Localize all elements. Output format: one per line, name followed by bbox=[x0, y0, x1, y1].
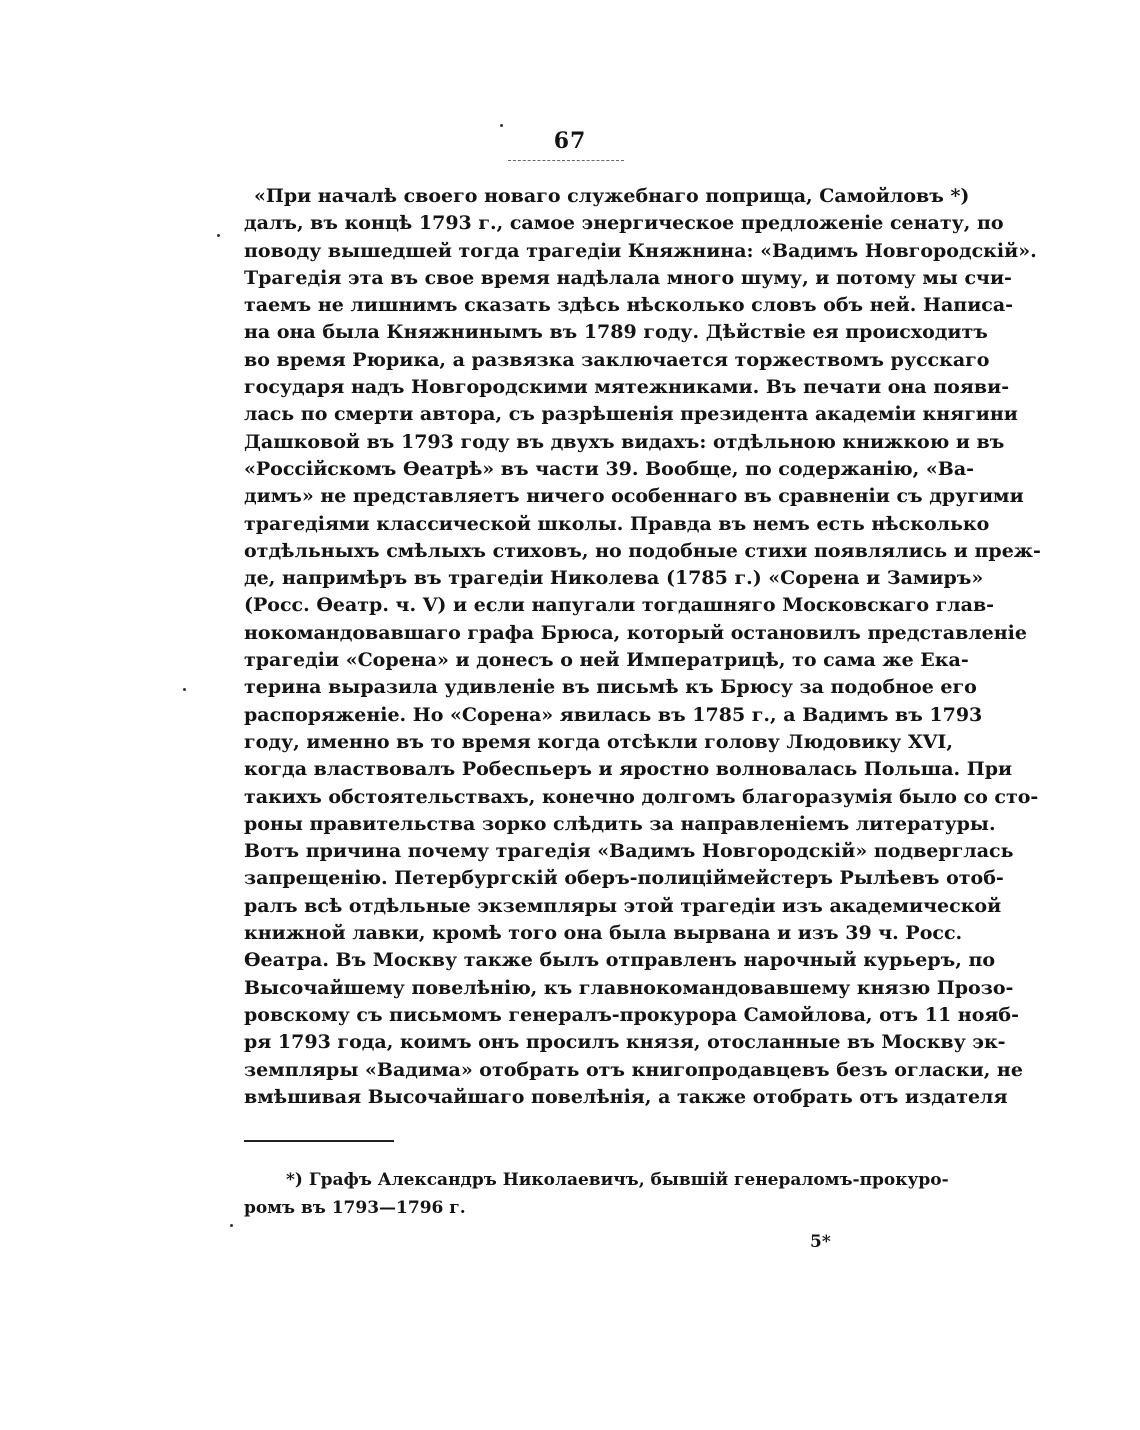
body-text bbox=[244, 183, 1041, 1111]
text-line: ря 1793 года, коимъ онъ просилъ князя, отосланные въ Москву эк- bbox=[244, 1031, 1006, 1054]
text-line: ровскому съ письмомъ генералъ-прокурора Самойлова, отъ 11 нояб- bbox=[244, 1003, 1019, 1026]
footnote-line: *) Графъ Александръ Николаевичъ, бывшій генераломъ-прокуро- bbox=[286, 1170, 949, 1190]
text-line: когда властвовалъ Робеспьеръ и яростно волновалась Польша. При bbox=[244, 758, 1013, 781]
footnote-rule bbox=[244, 1140, 394, 1142]
footnote-line: ромъ въ 1793—1796 г. bbox=[244, 1198, 466, 1218]
text-line: лась по смерти автора, съ разрѣшенія президента академіи княгини bbox=[244, 403, 1018, 426]
text-line: нокомандовавшаго графа Брюса, который остановилъ представленіе bbox=[244, 621, 1027, 644]
text-line: де, напримѣръ въ трагедіи Николева (1785 г.) «Сорена и Замиръ» bbox=[244, 567, 984, 590]
text-line: государя надъ Новгородскими мятежниками. Въ печати она появи- bbox=[244, 376, 1010, 399]
text-line: отдѣльныхъ смѣлыхъ стиховъ, но подобные стихи появлялись и преж- bbox=[244, 539, 1041, 562]
text-line: «Россійскомъ Ѳеатрѣ» въ части 39. Вообще, по содержанію, «Ва- bbox=[244, 457, 975, 480]
page-number-rule bbox=[508, 160, 624, 161]
text-line: распоряженіе. Но «Сорена» явилась въ 1785 г., а Вадимъ въ 1793 bbox=[244, 703, 983, 726]
text-line: терина выразила удивленіе въ письмѣ къ Брюсу за подобное его bbox=[244, 676, 977, 699]
text-line: димъ» не представляетъ ничего особеннаго въ сравненіи съ другими bbox=[244, 485, 1024, 508]
text-line: роны правительства зорко слѣдить за направленіемъ литературы. bbox=[244, 812, 996, 835]
text-line: трагедіями классической школы. Правда въ немъ есть нѣсколько bbox=[244, 512, 990, 535]
text-line: таемъ не лишнимъ сказать здѣсь нѣсколько словъ объ ней. Написа- bbox=[244, 294, 1014, 317]
footnote bbox=[244, 1166, 949, 1222]
scan-speck bbox=[500, 124, 503, 127]
text-line: Высочайшему повелѣнію, къ главнокомандовавшему князю Прозо- bbox=[244, 976, 1014, 999]
text-line: «При началѣ своего новаго служебнаго поприща, Самойловъ *) bbox=[254, 185, 970, 207]
text-line: запрещенію. Петербургскій оберъ-полиціймейстеръ Рылѣевъ отоб- bbox=[244, 867, 1004, 890]
text-line: книжной лавки, кромѣ того она была вырвана и изъ 39 ч. Росс. bbox=[244, 922, 963, 945]
scan-speck bbox=[217, 234, 220, 237]
text-line: земпляры «Вадима» отобрать отъ книгопродавцевъ безъ огласки, не bbox=[244, 1058, 1023, 1081]
text-line: ралъ всѣ отдѣльные экземпляры этой трагедіи изъ академической bbox=[244, 894, 1002, 917]
text-line: на она была Княжнинымъ въ 1789 году. Дѣйствіе ея происходитъ bbox=[244, 321, 988, 344]
text-line: Дашковой въ 1793 году въ двухъ видахъ: отдѣльною книжкою и въ bbox=[244, 430, 1005, 453]
page-number: 67 bbox=[553, 128, 587, 154]
text-line: вмѣшивая Высочайшаго повелѣнія, а также отобрать отъ издателя bbox=[244, 1085, 1008, 1108]
scan-speck bbox=[230, 1224, 233, 1227]
signature-mark: 5* bbox=[810, 1232, 831, 1252]
text-line: году, именно въ то время когда отсѣкли голову Людовику XVI, bbox=[244, 730, 953, 753]
text-line: такихъ обстоятельствахъ, конечно долгомъ благоразумія было со сто- bbox=[244, 785, 1039, 808]
text-line: трагедіи «Сорена» и донесъ о ней Императрицѣ, то сама же Ека- bbox=[244, 649, 969, 672]
text-line: Ѳеатра. Въ Москву также былъ отправленъ нарочный курьеръ, по bbox=[244, 949, 996, 972]
scan-speck bbox=[183, 688, 186, 691]
text-line: Трагедія эта въ свое время надѣлала много шуму, и потому мы счи- bbox=[244, 266, 1012, 289]
text-line: поводу вышедшей тогда трагедіи Княжнина: «Вадимъ Новгородскій». bbox=[244, 239, 1037, 262]
text-line: далъ, въ концѣ 1793 г., самое энергическое предложеніе сенату, по bbox=[244, 212, 1004, 235]
text-line: во время Рюрика, а развязка заключается торжествомъ русскаго bbox=[244, 348, 990, 371]
text-line: Вотъ причина почему трагедія «Вадимъ Новгородскій» подверглась bbox=[244, 840, 1014, 863]
text-line: (Росс. Ѳеатр. ч. V) и если напугали тогдашняго Московскаго глав- bbox=[244, 594, 995, 617]
